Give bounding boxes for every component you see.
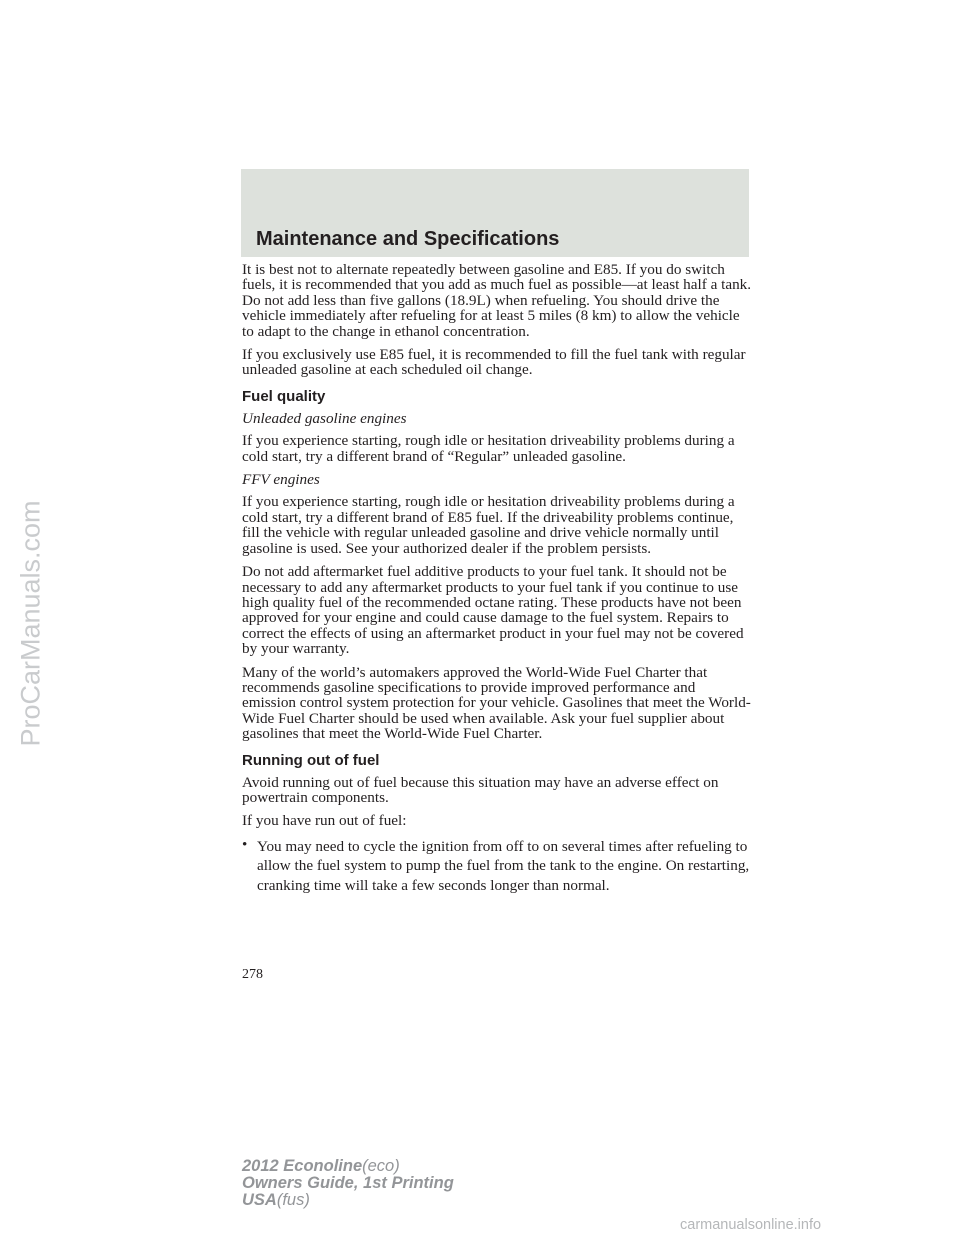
paragraph-e85-exclusive: If you exclusively use E85 fuel, it is recommended to fill the fuel tank with regular unleaded gasoline at each scheduled oil change. (242, 346, 746, 379)
page-content (242, 262, 752, 895)
paragraph-if-run-out: If you have run out of fuel: (242, 812, 407, 830)
footer-model-code: (eco) (362, 1157, 400, 1175)
section-title: Maintenance and Specifications (256, 228, 560, 250)
bullet-icon: • (242, 835, 248, 853)
subheading-ffv-engines: FFV engines (242, 471, 320, 489)
side-watermark (10, 499, 52, 747)
paragraph-additives: Do not add aftermarket fuel additive products to your fuel tank. It should not be necessary to add any aftermarket products to your fuel tank if you continue to use high quality fuel of the recommended octane rating. These products have not been approved for your engine and could cause damage to the fuel system. Repairs to correct the effects of using an aftermarket product in your fuel may not be covered by your warranty. (242, 563, 744, 658)
footer-line-region (242, 1192, 454, 1209)
paragraph-avoid-running-out: Avoid running out of fuel because this situation may have an adverse effect on powertrain components. (242, 773, 719, 806)
heading-running-out: Running out of fuel (242, 751, 380, 769)
paragraph-fuel-charter: Many of the world’s automakers approved the World-Wide Fuel Charter that recommends gasoline specifications to provide improved performance and emission control system protection for your vehicle. Gasolines that meet the World-Wide Fuel Charter should be used when available. Ask your fuel supplier about gasolines that meet the World-Wide Fuel Charter. (242, 663, 751, 743)
subheading-unleaded-engines: Unleaded gasoline engines (242, 409, 407, 427)
side-watermark-text: ProCarManuals.com (15, 499, 46, 747)
footer-region: USA (242, 1191, 277, 1209)
document-footer (242, 1158, 454, 1209)
footer-edition: Owners Guide, 1st Printing (242, 1174, 454, 1192)
footer-region-code: (fus) (276, 1191, 310, 1209)
paragraph-unleaded-problems: If you experience starting, rough idle or hesitation driveability problems during a cold start, try a different brand of “Regular” unleaded gasoline. (242, 432, 735, 465)
page-number: 278 (242, 967, 263, 982)
heading-fuel-quality: Fuel quality (242, 387, 326, 405)
paragraph-ffv-problems: If you experience starting, rough idle or hesitation driveability problems during a cold start, try a different brand of E85 fuel. If the driveability problems continue, fill the vehicle with regular unleaded gasoline and drive vehicle normally until gasoline is used. See your authorized dealer if the problem persists. (242, 493, 735, 557)
bullet-text: You may need to cycle the ignition from off to on several times after refueling to allow the fuel system to pump the fuel from the tank to the engine. On restarting, cranking time will take a few seconds longer than normal. (257, 837, 750, 894)
footer-line-model (242, 1158, 454, 1175)
bottom-watermark: carmanualsonline.info (680, 1217, 822, 1233)
paragraph-alternate-fuels: It is best not to alternate repeatedly between gasoline and E85. If you do switch fuels, it is recommended that you add as much fuel as possible—at least half a tank. Do not add less than five gallons (18.9L) when refueling. You should drive the vehicle immediately after refueling for at least 5 miles (8 km) to allow the vehicle to adapt to the change in ethanol concentration. (242, 261, 752, 340)
list-item (242, 837, 752, 896)
footer-model: 2012 Econoline (242, 1157, 363, 1175)
